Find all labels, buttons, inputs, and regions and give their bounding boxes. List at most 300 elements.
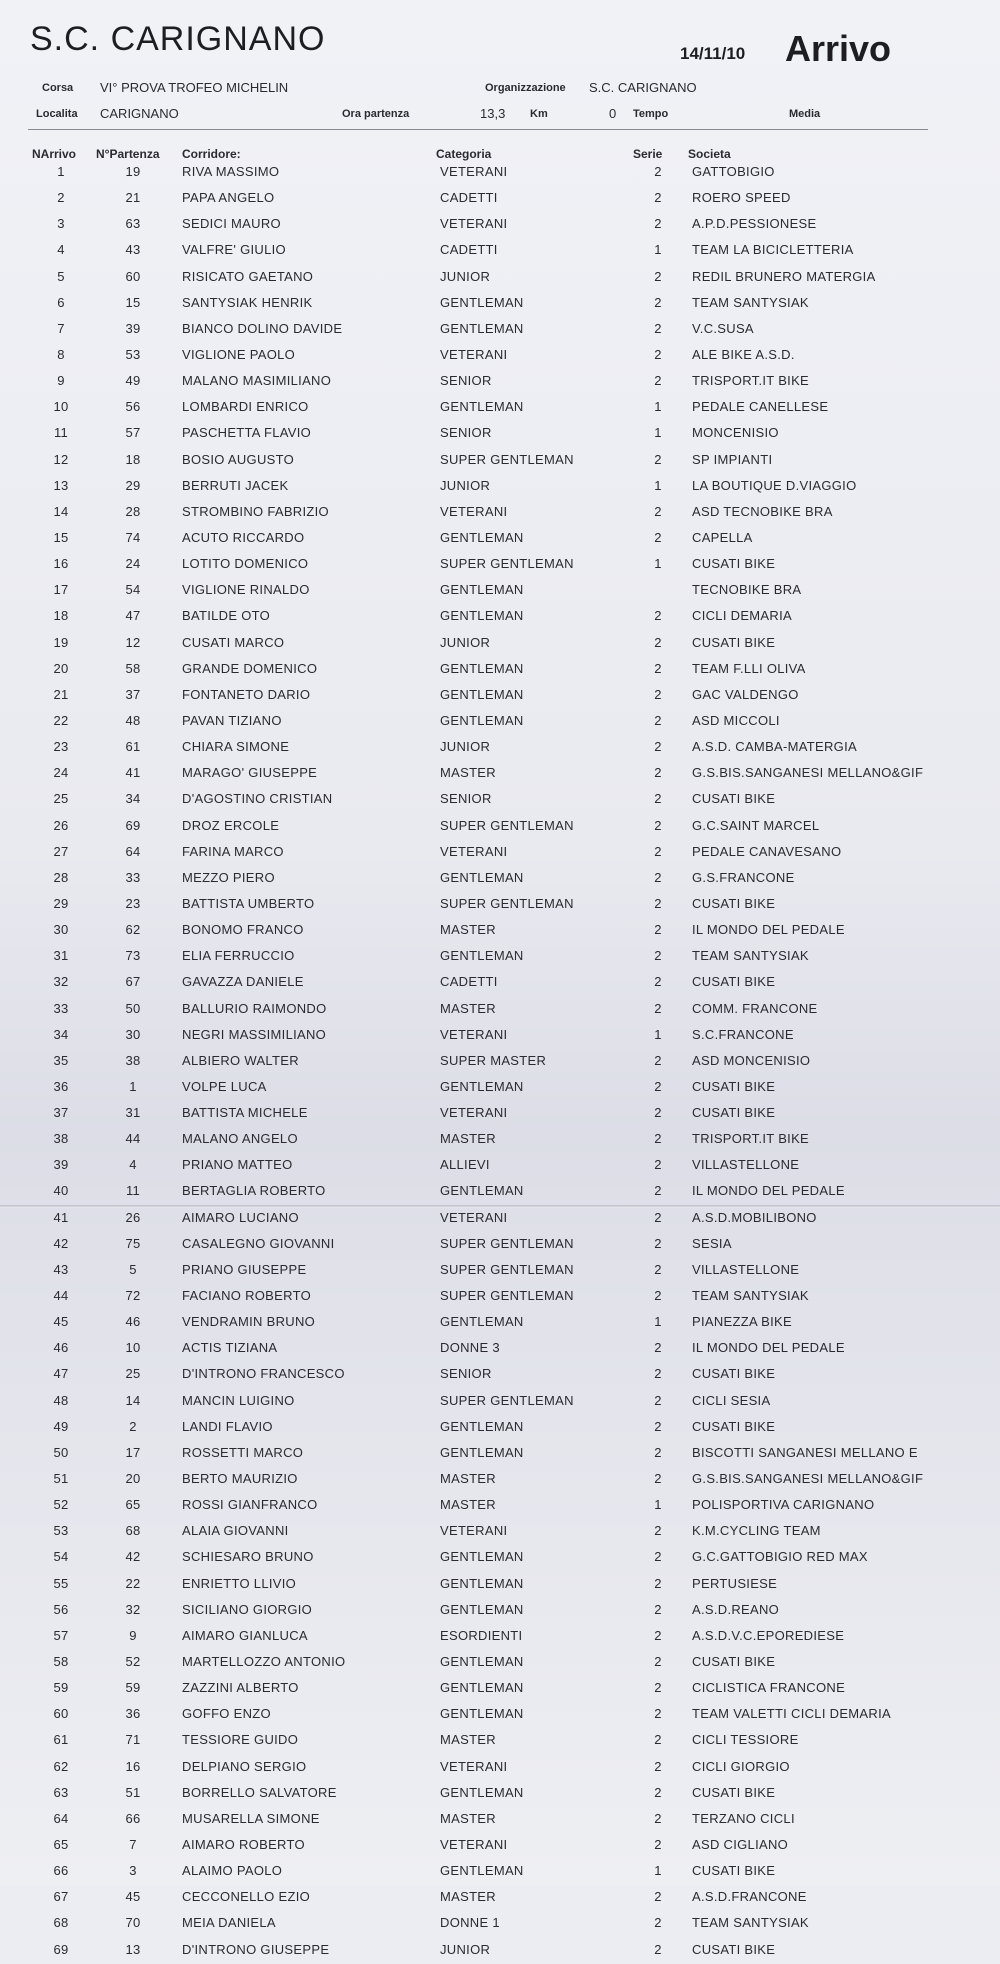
rider-name: BERRUTI JACEK [182,477,289,493]
rider-name: NEGRI MASSIMILIANO [182,1026,327,1042]
arrivo-number: 38 [53,1131,69,1147]
rider-name: PAPA ANGELO [182,190,275,206]
arrivo-number: 14 [53,503,69,519]
rider-name: MANCIN LUIGINO [182,1392,295,1408]
partenza-number: 42 [125,1549,141,1565]
rider-name: ACUTO RICCARDO [182,529,305,545]
table-row [0,970,1000,996]
serie: 2 [654,843,662,859]
category: GENTLEMAN [440,1654,524,1670]
team: CUSATI BIKE [692,1366,776,1382]
table-row [0,1911,1000,1937]
team: CUSATI BIKE [692,556,776,572]
category: GENTLEMAN [440,582,524,598]
serie: 2 [654,1209,662,1225]
serie: 2 [654,686,662,702]
tempo-label: Tempo [633,108,669,120]
table-row [0,291,1000,317]
club-title: S.C. CARIGNANO [30,20,326,58]
partenza-number: 37 [125,686,141,702]
team: PEDALE CANELLESE [692,399,829,415]
partenza-number: 16 [125,1758,141,1774]
table-row [0,1415,1000,1441]
table-row [0,604,1000,630]
serie: 2 [654,817,662,833]
rider-name: ELIA FERRUCCIO [182,948,295,964]
table-row [0,1441,1000,1467]
arrivo-number: 57 [53,1627,69,1643]
serie: 2 [654,712,662,728]
team: CUSATI BIKE [692,1654,776,1670]
team: CUSATI BIKE [692,1941,776,1957]
serie: 1 [654,399,662,415]
partenza-number: 25 [125,1366,141,1382]
serie: 2 [654,1810,662,1826]
rider-name: ACTIS TIZIANA [182,1340,278,1356]
partenza-number: 64 [125,843,141,859]
arrivo-number: 41 [53,1209,69,1225]
rider-name: AIMARO LUCIANO [182,1209,299,1225]
ora-partenza-label: Ora partenza [342,108,410,120]
category: MASTER [440,765,496,781]
category: GENTLEMAN [440,294,524,310]
category: GENTLEMAN [440,1418,524,1434]
partenza-number: 60 [125,268,141,284]
team: TECNOBIKE BRA [692,582,802,598]
team: CUSATI BIKE [692,895,776,911]
category: JUNIOR [440,739,491,755]
rider-name: STROMBINO FABRIZIO [182,503,329,519]
team: G.S.BIS.SANGANESI MELLANO&GIF [692,765,924,781]
arrivo-number: 39 [53,1157,69,1173]
category: CADETTI [440,242,498,258]
rider-name: LOTITO DOMENICO [182,556,309,572]
serie: 2 [654,1601,662,1617]
team: TEAM SANTYSIAK [692,1915,809,1931]
team: CUSATI BIKE [692,1784,776,1800]
serie: 2 [654,1052,662,1068]
table-row [0,1807,1000,1833]
partenza-number: 4 [129,1157,137,1173]
serie: 2 [654,1941,662,1957]
rider-name: FACIANO ROBERTO [182,1288,311,1304]
category: VETERANI [440,1026,508,1042]
category: GENTLEMAN [440,1601,524,1617]
team: MONCENISIO [692,425,779,441]
serie: 2 [654,660,662,676]
table-row [0,1023,1000,1049]
serie: 2 [654,1889,662,1905]
partenza-number: 23 [125,895,141,911]
localita-value: CARIGNANO [100,106,179,121]
partenza-number: 30 [125,1026,141,1042]
arrivo-number: 32 [53,974,69,990]
category: GENTLEMAN [440,320,524,336]
table-row [0,1232,1000,1258]
partenza-number: 75 [125,1235,141,1251]
team: A.S.D.V.C.EPOREDIESE [692,1627,845,1643]
category: SUPER GENTLEMAN [440,1235,574,1251]
category: SUPER GENTLEMAN [440,556,574,572]
table-row [0,944,1000,970]
col-header-corridore: Corridore: [182,147,241,161]
serie: 1 [654,1314,662,1330]
document-title: Arrivo [785,28,892,69]
serie: 2 [654,1471,662,1487]
category: GENTLEMAN [440,1575,524,1591]
table-row [0,1206,1000,1232]
partenza-number: 24 [125,556,141,572]
rider-name: BONOMO FRANCO [182,922,304,938]
table-row [0,866,1000,892]
partenza-number: 3 [129,1863,137,1879]
serie: 2 [654,1706,662,1722]
team: BISCOTTI SANGANESI MELLANO E [692,1444,918,1460]
team: COMM. FRANCONE [692,1000,818,1016]
rider-name: ENRIETTO LLIVIO [182,1575,297,1591]
arrivo-number: 45 [53,1314,69,1330]
rider-name: FONTANETO DARIO [182,686,311,702]
serie: 2 [654,1758,662,1774]
table-row [0,160,1000,186]
table-row [0,892,1000,918]
category: MASTER [440,1131,496,1147]
partenza-number: 36 [125,1706,141,1722]
partenza-number: 33 [125,869,141,885]
serie: 1 [654,556,662,572]
rider-name: BOSIO AUGUSTO [182,451,295,467]
partenza-number: 71 [125,1732,141,1748]
category: GENTLEMAN [440,1078,524,1094]
team: ALE BIKE A.S.D. [692,346,795,362]
serie: 2 [654,1366,662,1382]
arrivo-number: 25 [53,791,69,807]
arrivo-number: 7 [57,320,65,336]
table-row [0,1833,1000,1859]
category: ALLIEVI [440,1157,490,1173]
arrivo-number: 62 [53,1758,69,1774]
arrivo-number: 24 [53,765,69,781]
arrivo-number: 3 [57,216,65,232]
arrivo-number: 68 [53,1915,69,1931]
partenza-number: 66 [125,1810,141,1826]
team: TRISPORT.IT BIKE [692,373,810,389]
serie: 2 [654,1105,662,1121]
category: SUPER GENTLEMAN [440,1261,574,1277]
serie: 2 [654,1418,662,1434]
rider-name: D'INTRONO FRANCESCO [182,1366,345,1382]
partenza-number: 12 [125,634,141,650]
serie: 2 [654,1680,662,1696]
category: SENIOR [440,791,492,807]
partenza-number: 31 [125,1105,141,1121]
partenza-number: 41 [125,765,141,781]
arrivo-number: 52 [53,1497,69,1513]
ora-partenza-value: 13,3 [480,106,506,121]
corsa-value: VI° PROVA TROFEO MICHELIN [100,80,289,95]
arrivo-number: 30 [53,922,69,938]
arrivo-number: 26 [53,817,69,833]
arrivo-number: 48 [53,1392,69,1408]
table-row [0,1310,1000,1336]
arrivo-number: 15 [53,529,69,545]
corsa-label: Corsa [42,82,74,94]
arrivo-number: 53 [53,1523,69,1539]
team: TEAM SANTYSIAK [692,294,809,310]
table-row [0,1650,1000,1676]
partenza-number: 45 [125,1889,141,1905]
table-row [0,1702,1000,1728]
rider-name: SCHIESARO BRUNO [182,1549,314,1565]
rider-name: ALAIA GIOVANNI [182,1523,289,1539]
partenza-number: 9 [129,1627,137,1643]
category: MASTER [440,922,496,938]
arrivo-number: 20 [53,660,69,676]
rider-name: BIANCO DOLINO DAVIDE [182,320,343,336]
category: SUPER GENTLEMAN [440,451,574,467]
serie: 2 [654,1157,662,1173]
team: CICLI DEMARIA [692,608,792,624]
team: CAPELLA [692,529,753,545]
team: G.C.GATTOBIGIO RED MAX [692,1549,868,1565]
serie: 1 [654,1863,662,1879]
partenza-number: 51 [125,1784,141,1800]
partenza-number: 10 [125,1340,141,1356]
arrivo-number: 64 [53,1810,69,1826]
partenza-number: 1 [129,1078,137,1094]
category: SUPER MASTER [440,1052,547,1068]
serie: 2 [654,922,662,938]
arrivo-number: 67 [53,1889,69,1905]
partenza-number: 39 [125,320,141,336]
arrivo-number: 51 [53,1471,69,1487]
partenza-number: 44 [125,1131,141,1147]
rider-name: BATTISTA UMBERTO [182,895,315,911]
category: VETERANI [440,1837,508,1852]
serie: 2 [654,190,662,206]
team: VILLASTELLONE [692,1261,800,1277]
partenza-number: 48 [125,712,141,728]
category: VETERANI [440,503,508,519]
arrivo-number: 4 [57,242,65,258]
table-row [0,735,1000,761]
arrivo-number: 46 [53,1340,69,1356]
serie: 1 [654,1497,662,1513]
category: GENTLEMAN [440,1549,524,1565]
team: IL MONDO DEL PEDALE [692,1340,845,1356]
rider-name: D'INTRONO GIUSEPPE [182,1941,330,1957]
partenza-number: 72 [125,1288,141,1304]
partenza-number: 52 [125,1654,141,1670]
rider-name: PASCHETTA FLAVIO [182,425,312,441]
arrivo-number: 31 [53,948,69,964]
col-header-categoria: Categoria [436,147,492,161]
rider-name: MALANO ANGELO [182,1131,298,1147]
arrivo-number: 27 [53,843,69,859]
rider-name: BERTAGLIA ROBERTO [182,1183,326,1199]
team: CUSATI BIKE [692,791,776,807]
team: V.C.SUSA [692,320,754,336]
serie: 2 [654,974,662,990]
table-row [0,186,1000,212]
arrivo-number: 21 [53,686,69,702]
rider-name: ALBIERO WALTER [182,1052,299,1068]
serie: 2 [654,503,662,519]
rider-name: AIMARO GIANLUCA [182,1627,308,1643]
category: SUPER GENTLEMAN [440,817,574,833]
category: VETERANI [440,216,508,232]
partenza-number: 15 [125,294,141,310]
category: GENTLEMAN [440,1863,524,1879]
category: MASTER [440,1810,496,1826]
table-row [0,1179,1000,1205]
table-row [0,1362,1000,1388]
team: PERTUSIESE [692,1575,778,1591]
team: TEAM SANTYSIAK [692,1288,809,1304]
serie: 2 [654,948,662,964]
table-row [0,1572,1000,1598]
arrivo-number: 63 [53,1784,69,1800]
arrivo-number: 23 [53,739,69,755]
rider-name: VOLPE LUCA [182,1078,267,1094]
partenza-number: 29 [125,477,141,493]
serie: 2 [654,294,662,310]
category: SUPER GENTLEMAN [440,1288,574,1304]
arrivo-number: 19 [53,634,69,650]
rider-name: VIGLIONE RINALDO [182,582,310,598]
rider-name: MALANO MASIMILIANO [182,373,332,389]
table-row [0,578,1000,604]
rider-name: MARAGO' GIUSEPPE [182,765,318,781]
arrivo-number: 35 [53,1052,69,1068]
table-row [0,212,1000,238]
partenza-number: 49 [125,373,141,389]
rider-name: SANTYSIAK HENRIK [182,294,313,310]
arrivo-number: 16 [53,556,69,572]
serie: 2 [654,1078,662,1094]
category: MASTER [440,1889,496,1905]
partenza-number: 2 [129,1418,137,1434]
category: CADETTI [440,974,498,990]
col-header-arrivo: NArrivo [32,147,77,161]
rider-name: GAVAZZA DANIELE [182,974,304,990]
category: SENIOR [440,1366,492,1382]
arrivo-number: 69 [53,1941,69,1957]
partenza-number: 38 [125,1052,141,1068]
team: ASD MICCOLI [692,712,780,728]
partenza-number: 65 [125,1497,141,1513]
localita-label: Localita [36,108,78,120]
arrivo-number: 36 [53,1078,69,1094]
rider-name: ROSSETTI MARCO [182,1444,304,1460]
arrivo-number: 56 [53,1601,69,1617]
serie: 2 [654,216,662,232]
rider-name: FARINA MARCO [182,843,284,859]
partenza-number: 46 [125,1314,141,1330]
partenza-number: 58 [125,660,141,676]
table-row [0,1493,1000,1519]
col-header-societa: Societa [688,147,731,161]
team: TRISPORT.IT BIKE [692,1131,810,1147]
team: PIANEZZA BIKE [692,1314,792,1330]
team: ASD MONCENISIO [692,1052,811,1068]
arrivo-number: 42 [53,1235,69,1251]
table-row [0,421,1000,447]
team: CICLI TESSIORE [692,1732,799,1748]
team: S.C.FRANCONE [692,1026,794,1042]
team: CUSATI BIKE [692,974,776,990]
team: A.S.D. CAMBA-MATERGIA [692,739,857,755]
category: SENIOR [440,373,492,389]
arrivo-number: 34 [53,1026,69,1042]
partenza-number: 11 [125,1183,141,1199]
category: VETERANI [440,346,508,362]
rider-name: MARTELLOZZO ANTONIO [182,1654,346,1670]
table-row [0,997,1000,1023]
partenza-number: 56 [125,399,141,415]
rider-name: MEZZO PIERO [182,869,275,885]
partenza-number: 61 [125,739,141,755]
partenza-number: 7 [129,1837,137,1852]
category: GENTLEMAN [440,686,524,702]
partenza-number: 13 [125,1941,141,1957]
category: GENTLEMAN [440,1183,524,1199]
table-row [0,1101,1000,1127]
table-row [0,1336,1000,1362]
table-row [0,1781,1000,1807]
partenza-number: 17 [125,1444,141,1460]
arrivo-number: 65 [53,1837,69,1852]
team: TEAM F.LLI OLIVA [692,660,806,676]
team: CUSATI BIKE [692,1418,776,1434]
partenza-number: 5 [129,1261,137,1277]
table-row [0,1389,1000,1415]
partenza-number: 21 [125,190,141,206]
rider-name: CASALEGNO GIOVANNI [182,1235,335,1251]
category: MASTER [440,1732,496,1748]
table-row [0,265,1000,291]
arrivo-number: 13 [53,477,69,493]
team: IL MONDO DEL PEDALE [692,922,845,938]
team: TEAM LA BICICLETTERIA [692,242,854,258]
partenza-number: 50 [125,1000,141,1016]
team: CUSATI BIKE [692,1105,776,1121]
rider-name: RISICATO GAETANO [182,268,314,284]
rider-name: PAVAN TIZIANO [182,712,282,728]
category: VETERANI [440,1105,508,1121]
table-row [0,1676,1000,1702]
table-row [0,395,1000,421]
arrivo-number: 55 [53,1575,69,1591]
rider-name: BATTISTA MICHELE [182,1105,308,1121]
category: GENTLEMAN [440,1706,524,1722]
rider-name: CUSATI MARCO [182,634,285,650]
rider-name: LOMBARDI ENRICO [182,399,309,415]
category: JUNIOR [440,634,491,650]
serie: 1 [654,425,662,441]
team: ROERO SPEED [692,190,791,206]
team: PEDALE CANAVESANO [692,843,842,859]
team: K.M.CYCLING TEAM [692,1523,821,1539]
team: A.S.D.REANO [692,1601,780,1617]
serie: 2 [654,1654,662,1670]
km-label: Km [530,108,548,120]
category: GENTLEMAN [440,1444,524,1460]
serie: 2 [654,1444,662,1460]
arrivo-number: 28 [53,869,69,885]
partenza-number: 74 [125,529,141,545]
table-row [0,1755,1000,1781]
